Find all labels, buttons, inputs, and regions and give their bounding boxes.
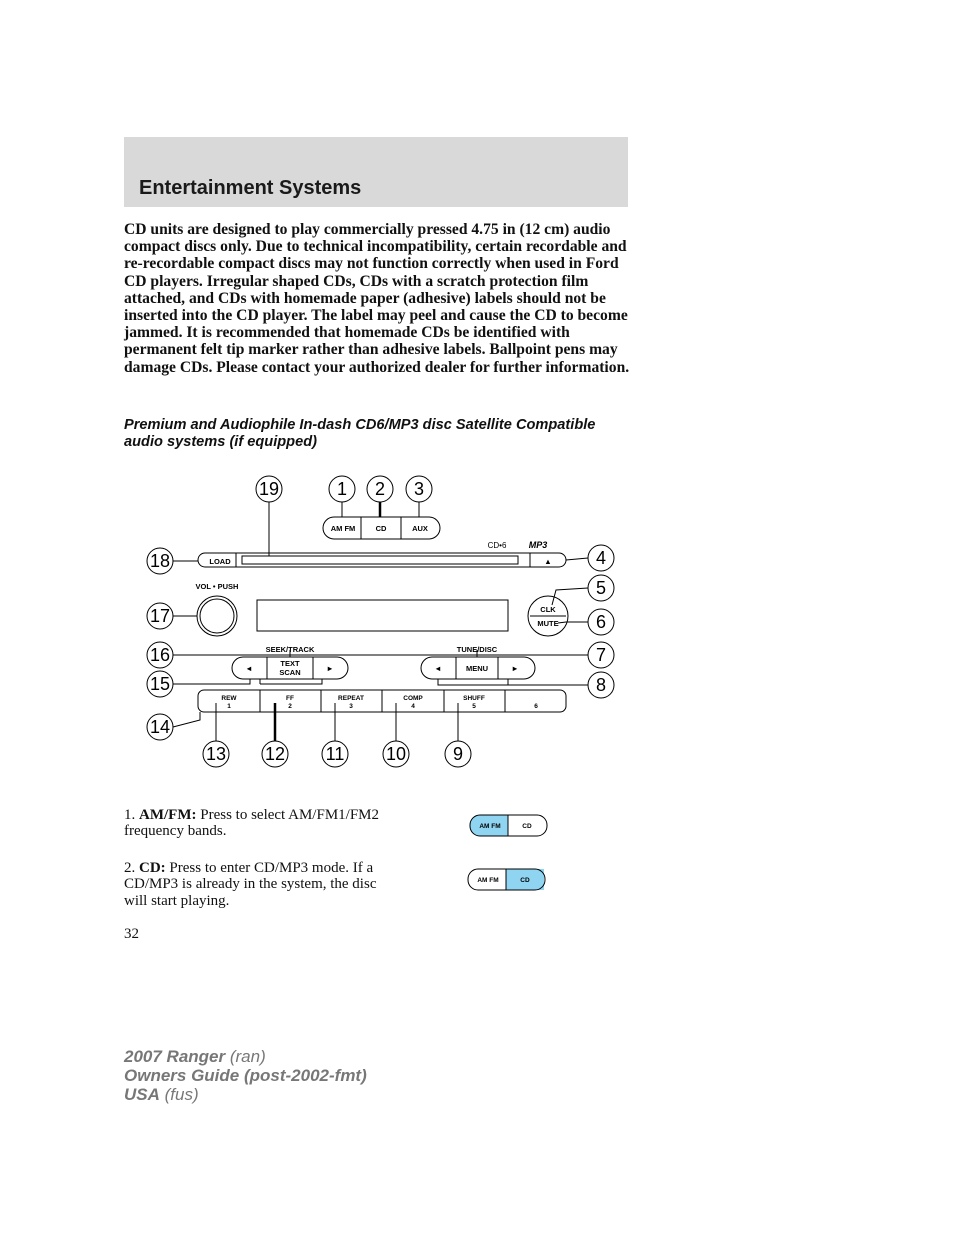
footer-model-code: (ran) xyxy=(229,1047,266,1066)
footer-model: 2007 Ranger xyxy=(124,1047,226,1066)
preset-6-number: 6 xyxy=(534,703,538,710)
item-text: Press to select AM/FM1/FM2 frequency bands. xyxy=(124,807,380,840)
seek-right-arrow-icon: ► xyxy=(326,664,334,673)
callout-3: 3 xyxy=(413,479,425,499)
list-item xyxy=(124,807,394,840)
cd-slot xyxy=(242,556,518,564)
footer-market: USA xyxy=(124,1085,160,1104)
subheading: Premium and Audiophile In-dash CD6/MP3 disc Satellite Compatible audio systems (if equipped) xyxy=(124,417,596,450)
callout-16: 16 xyxy=(149,645,171,665)
clk-button-label: CLK xyxy=(540,605,556,614)
scan-button-label: SCAN xyxy=(279,668,301,677)
callout-5: 5 xyxy=(595,578,607,598)
text-button-label: TEXT xyxy=(280,659,300,668)
callout-18: 18 xyxy=(149,551,171,571)
footer-market-code: (fus) xyxy=(164,1085,199,1104)
preset-5-number: 5 xyxy=(472,703,476,710)
load-button-label: LOAD xyxy=(209,557,231,566)
tune-right-arrow-icon: ► xyxy=(511,664,519,673)
preset-3-label: REPEAT xyxy=(338,695,364,702)
load-eject-bar xyxy=(198,553,566,567)
callout-14: 14 xyxy=(149,717,171,737)
tune-disc-label: TUNE/DISC xyxy=(456,645,498,654)
callout-13: 13 xyxy=(205,744,227,764)
intro-paragraph: CD units are designed to play commercially pressed 4.75 in (12 cm) audio compact discs only. Due to technical incompatibility, certain recordable and re-recordable compact discs may not function correctly when used in Ford CD players. Irregular shaped CDs, CDs with a scratch protection film attached, and CDs with homemade paper (adhesive) labels should not be inserted into the CD player. The label may peel and cause the CD to become jammed. It is recommended that homemade CDs be identified with permanent felt tip marker rather than adhesive labels. Ballpoint pens may damage CDs. Please contact your authorized dealer for further information. xyxy=(124,221,630,376)
callout-12: 12 xyxy=(264,744,286,764)
item-number: 2. xyxy=(124,860,136,876)
footer-guide: Owners Guide (post-2002-fmt) xyxy=(124,1066,367,1085)
preset-2-number: 2 xyxy=(288,703,292,710)
list-item xyxy=(124,860,394,909)
preset-4-number: 4 xyxy=(411,703,415,710)
menu-button-label: MENU xyxy=(465,664,489,673)
cd-label: CD xyxy=(520,877,530,884)
cd6-logo: CD•6 xyxy=(487,541,507,550)
am-fm-label: AM FM xyxy=(479,823,501,830)
aux-button-label: AUX xyxy=(412,524,428,533)
callout-17: 17 xyxy=(149,606,171,626)
section-header xyxy=(124,137,628,207)
am-fm-label: AM FM xyxy=(477,877,499,884)
callout-1: 1 xyxy=(336,479,348,499)
display xyxy=(257,600,508,631)
cd-button-illustration xyxy=(467,868,547,891)
callout-2: 2 xyxy=(374,479,386,499)
am-fm-button-label: AM FM xyxy=(330,524,356,533)
vol-push-label: VOL • PUSH xyxy=(195,582,239,591)
section-title: Entertainment Systems xyxy=(139,177,362,199)
callout-8: 8 xyxy=(595,675,607,695)
cd-label: CD xyxy=(522,823,532,830)
seek-left-arrow-icon: ◄ xyxy=(245,664,253,673)
am-fm-button-illustration xyxy=(469,814,549,837)
callout-4: 4 xyxy=(595,548,607,568)
eject-icon: ▲ xyxy=(544,557,552,566)
callout-11: 11 xyxy=(325,744,345,764)
item-title: AM/FM: xyxy=(139,807,197,823)
preset-3-number: 3 xyxy=(349,703,353,710)
item-text: Press to enter CD/MP3 mode. If a CD/MP3 is already in the system, the disc will start playing. xyxy=(124,860,377,909)
document-footer xyxy=(124,1047,367,1104)
preset-2-label: FF xyxy=(286,695,294,702)
page-number: 32 xyxy=(124,926,139,942)
preset-1-number: 1 xyxy=(227,703,231,710)
mp3-logo: MP3 xyxy=(528,540,548,550)
tune-left-arrow-icon: ◄ xyxy=(434,664,442,673)
seek-track-label: SEEK/TRACK xyxy=(265,645,315,654)
callout-6: 6 xyxy=(595,612,607,632)
callout-15: 15 xyxy=(149,674,171,694)
preset-5-label: SHUFF xyxy=(463,695,485,702)
item-title: CD: xyxy=(139,860,166,876)
item-number: 1. xyxy=(124,807,136,823)
mute-button-label: MUTE xyxy=(537,619,559,628)
callout-19: 19 xyxy=(258,479,280,499)
cd-button-label: CD xyxy=(375,524,387,533)
preset-1-label: REW xyxy=(221,695,237,702)
preset-4-label: COMP xyxy=(403,695,423,702)
callout-9: 9 xyxy=(452,744,464,764)
radio-faceplate-diagram xyxy=(140,470,620,775)
callout-7: 7 xyxy=(595,645,607,665)
callout-10: 10 xyxy=(385,744,407,764)
